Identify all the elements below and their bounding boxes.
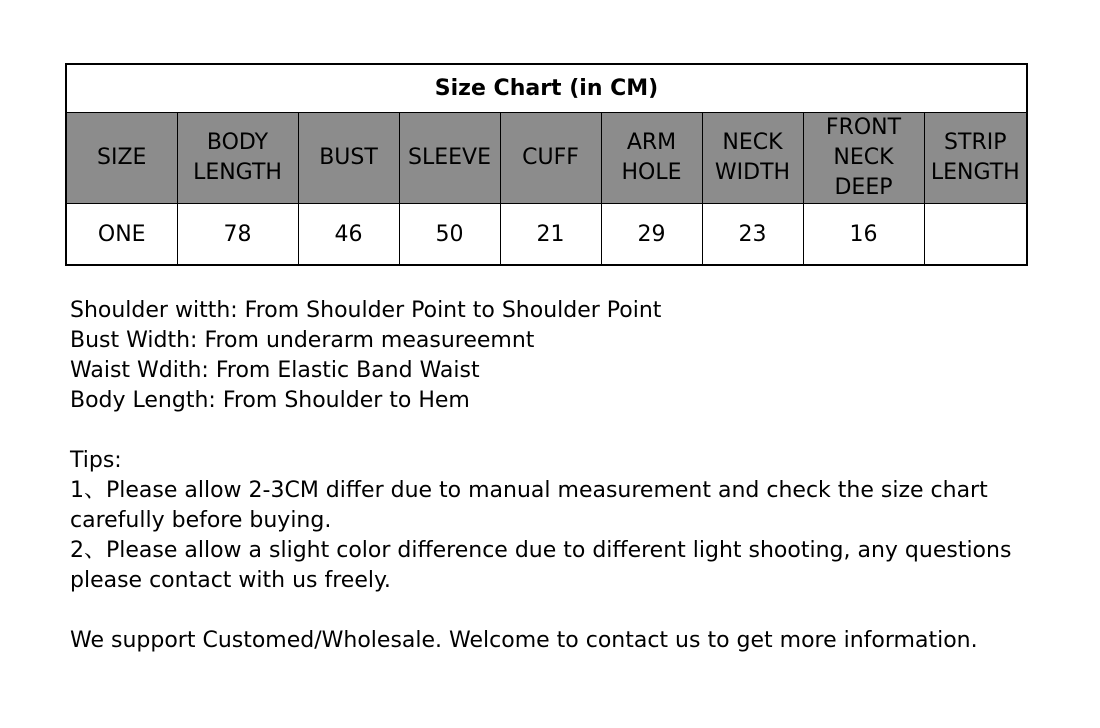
header-line: LENGTH	[193, 160, 282, 185]
footer-note: We support Customed/Wholesale. Welcome to contact us to get more information.	[70, 628, 978, 653]
header-neck-width	[702, 113, 803, 204]
table-row	[66, 204, 1027, 266]
header-line: DEEP	[834, 175, 893, 200]
size-chart-table	[65, 63, 1028, 266]
measurement-note-bust: Bust Width: From underarm measureemnt	[70, 328, 535, 353]
cell-front-neck-deep: 16	[803, 204, 924, 266]
header-line: ARM	[626, 130, 677, 155]
header-line: NECK	[722, 130, 783, 155]
tips-heading: Tips:	[70, 448, 122, 473]
header-line: WIDTH	[714, 160, 791, 185]
cell-size: ONE	[66, 204, 177, 266]
cell-body-length: 78	[177, 204, 298, 266]
header-sleeve	[399, 113, 500, 204]
header-line: CUFF	[522, 145, 579, 170]
header-front-neck-deep	[803, 113, 924, 204]
table-title: Size Chart (in CM)	[66, 64, 1027, 113]
header-line: FRONT	[825, 115, 902, 140]
header-bust	[298, 113, 399, 204]
tip-item-1: 1、Please allow 2-3CM differ due to manual measurement and check the size chart carefully before buying.	[70, 478, 988, 533]
header-strip-length	[924, 113, 1027, 204]
header-size	[66, 113, 177, 204]
header-line: HOLE	[621, 160, 682, 185]
notes-section	[70, 296, 1070, 656]
cell-strip-length	[924, 204, 1027, 266]
header-line: STRIP	[944, 130, 1007, 155]
header-cuff	[500, 113, 601, 204]
measurement-note-body-length: Body Length: From Shoulder to Hem	[70, 388, 470, 413]
header-line: LENGTH	[930, 160, 1020, 185]
measurement-note-waist: Waist Wdith: From Elastic Band Waist	[70, 358, 480, 383]
cell-arm-hole: 29	[601, 204, 702, 266]
cell-neck-width: 23	[702, 204, 803, 266]
cell-cuff: 21	[500, 204, 601, 266]
header-line: BODY	[206, 130, 269, 155]
table-header-row	[66, 113, 1027, 204]
header-line: SIZE	[97, 145, 147, 170]
header-arm-hole	[601, 113, 702, 204]
header-body-length	[177, 113, 298, 204]
table-title-row	[66, 64, 1027, 113]
measurement-note-shoulder: Shoulder witth: From Shoulder Point to Shoulder Point	[70, 298, 662, 323]
cell-bust: 46	[298, 204, 399, 266]
cell-sleeve: 50	[399, 204, 500, 266]
tip-item-2: 2、Please allow a slight color difference due to different light shooting, any questions please contact with us freely.	[70, 538, 1012, 593]
spacer	[70, 416, 1070, 446]
header-line: BUST	[319, 145, 378, 170]
spacer	[70, 596, 1070, 626]
header-line: NECK	[833, 145, 894, 170]
header-line: SLEEVE	[408, 145, 491, 170]
